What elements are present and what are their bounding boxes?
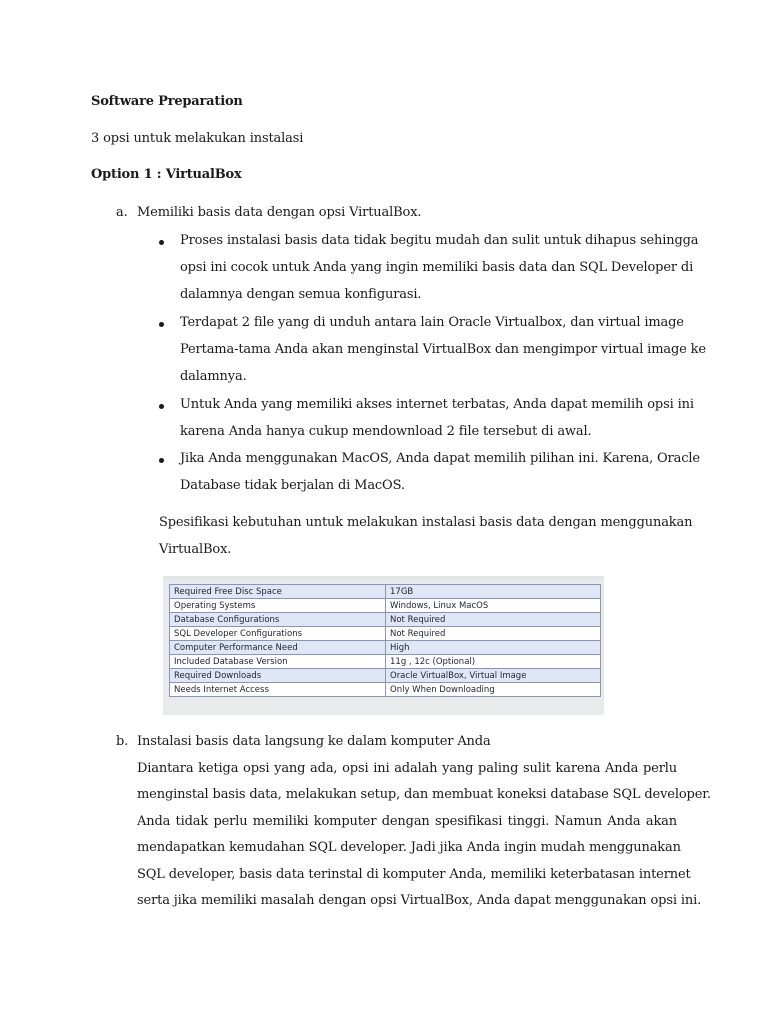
section-heading: Software Preparation: [91, 94, 243, 109]
bullet-line: Database tidak berjalan di MacOS.: [180, 478, 405, 493]
list-marker-b: b.: [116, 734, 129, 749]
table-cell-key: Required Downloads: [170, 669, 386, 683]
table-cell-key: SQL Developer Configurations: [170, 627, 386, 641]
table-cell-value: Oracle VirtualBox, Virtual Image: [386, 669, 601, 683]
option-title: Option 1 : VirtualBox: [91, 167, 242, 182]
bullet-line: karena Anda hanya cukup mendownload 2 file tersebut di awal.: [180, 424, 592, 439]
bullet-line: dalamnya.: [180, 369, 247, 384]
table-row: [170, 585, 601, 599]
table-row: [170, 655, 601, 669]
spec-intro-line: Spesifikasi kebutuhan untuk melakukan instalasi basis data dengan menggunakan: [159, 515, 693, 530]
table-row: [170, 641, 601, 655]
paragraph-line: menginstal basis data, melakukan setup, dan membuat koneksi database SQL developer.: [137, 787, 711, 802]
table-cell-key: Operating Systems: [170, 599, 386, 613]
bullet-line: dalamnya dengan semua konfigurasi.: [180, 287, 422, 302]
table-row: [170, 669, 601, 683]
table-row: [170, 627, 601, 641]
table-cell-value: 17GB: [386, 585, 601, 599]
table-cell-value: Not Required: [386, 613, 601, 627]
list-item-a-text: Memiliki basis data dengan opsi VirtualBox.: [137, 205, 422, 220]
table-cell-key: Needs Internet Access: [170, 683, 386, 697]
list-item-b-title: Instalasi basis data langsung ke dalam komputer Anda: [137, 734, 491, 749]
table-row: [170, 599, 601, 613]
bullet-icon: [159, 322, 164, 327]
bullet-line: Proses instalasi basis data tidak begitu mudah dan sulit untuk dihapus sehingga: [180, 233, 699, 248]
table-cell-value: 11g , 12c (Optional): [386, 655, 601, 669]
paragraph-line: serta jika memiliki masalah dengan opsi VirtualBox, Anda dapat menggunakan opsi ini.: [137, 893, 702, 908]
table-cell-key: Computer Performance Need: [170, 641, 386, 655]
list-marker-a: a.: [116, 205, 128, 220]
bullet-line: opsi ini cocok untuk Anda yang ingin memiliki basis data dan SQL Developer di: [180, 260, 694, 275]
spec-table-image: [163, 576, 604, 715]
paragraph-line: SQL developer, basis data terinstal di komputer Anda, memiliki keterbatasan internet: [137, 867, 691, 882]
paragraph-line: Anda tidak perlu memiliki komputer dengan spesifikasi tinggi. Namun Anda akan: [137, 814, 677, 829]
spec-intro-line: VirtualBox.: [159, 542, 232, 557]
bullet-line: Pertama-tama Anda akan menginstal VirtualBox dan mengimpor virtual image ke: [180, 342, 706, 357]
table-cell-value: High: [386, 641, 601, 655]
intro-text: 3 opsi untuk melakukan instalasi: [91, 131, 304, 146]
bullet-icon: [159, 240, 164, 245]
bullet-line: Jika Anda menggunakan MacOS, Anda dapat memilih pilihan ini. Karena, Oracle: [180, 451, 700, 466]
table-row: [170, 613, 601, 627]
table-cell-value: Only When Downloading: [386, 683, 601, 697]
bullet-line: Terdapat 2 file yang di unduh antara lain Oracle Virtualbox, dan virtual image: [180, 315, 684, 330]
bullet-icon: [159, 404, 164, 409]
spec-table: [169, 584, 601, 697]
paragraph-line: mendapatkan kemudahan SQL developer. Jadi jika Anda ingin mudah menggunakan: [137, 840, 681, 855]
table-cell-key: Required Free Disc Space: [170, 585, 386, 599]
table-cell-key: Database Configurations: [170, 613, 386, 627]
table-cell-key: Included Database Version: [170, 655, 386, 669]
paragraph-line: Diantara ketiga opsi yang ada, opsi ini adalah yang paling sulit karena Anda perlu: [137, 761, 677, 776]
table-row: [170, 683, 601, 697]
bullet-icon: [159, 458, 164, 463]
table-cell-value: Not Required: [386, 627, 601, 641]
bullet-line: Untuk Anda yang memiliki akses internet terbatas, Anda dapat memilih opsi ini: [180, 397, 694, 412]
table-cell-value: Windows, Linux MacOS: [386, 599, 601, 613]
